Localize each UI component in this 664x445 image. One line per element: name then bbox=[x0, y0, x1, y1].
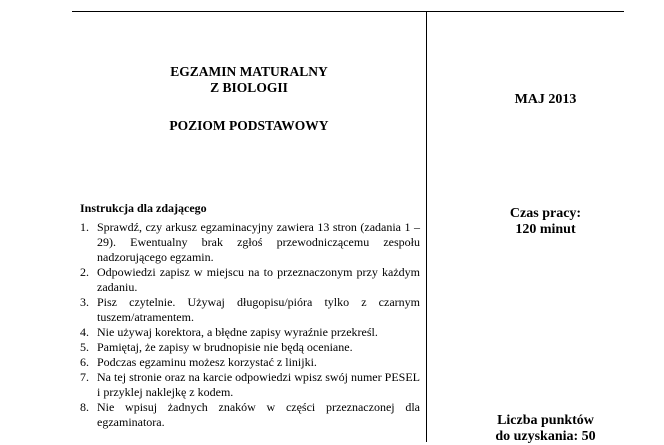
instructions-list bbox=[80, 220, 420, 430]
instruction-text: Sprawdź, czy arkusz egzaminacyjny zawiera 13 stron (zadania 1 – 29). Ewentualny brak zgłoś przewodniczącemu zespołu nadzorującego egzamin. bbox=[97, 220, 420, 264]
instruction-item bbox=[80, 295, 420, 325]
instruction-number: 4. bbox=[80, 325, 89, 339]
instruction-item bbox=[80, 220, 420, 265]
instruction-text: Podczas egzaminu możesz korzystać z linijki. bbox=[97, 355, 317, 369]
instruction-text: Na tej stronie oraz na karcie odpowiedzi wpisz swój numer PESEL i przyklej naklejkę z kodem. bbox=[97, 370, 420, 399]
instruction-text: Nie wpisuj żadnych znaków w części przeznaczonej dla egzaminatora. bbox=[97, 400, 420, 429]
instruction-number: 1. bbox=[80, 220, 89, 234]
instruction-item bbox=[80, 355, 420, 370]
instruction-number: 3. bbox=[80, 295, 89, 309]
exam-points bbox=[427, 413, 664, 445]
instruction-item bbox=[80, 400, 420, 430]
instruction-text: Odpowiedzi zapisz w miejscu na to przeznaczonym przy każdym zadaniu. bbox=[97, 265, 420, 294]
duration-value: 120 minut bbox=[515, 222, 576, 237]
instruction-item bbox=[80, 325, 420, 340]
exam-title: EGZAMIN MATURALNY bbox=[170, 64, 328, 79]
points-value: do uzyskania: 50 bbox=[495, 429, 596, 444]
instructions-heading: Instrukcja dla zdającego bbox=[80, 201, 207, 215]
exam-level: POZIOM PODSTAWOWY bbox=[169, 118, 329, 133]
exam-date: MAJ 2013 bbox=[514, 92, 577, 107]
top-rule bbox=[72, 11, 624, 12]
instruction-number: 2. bbox=[80, 265, 89, 279]
instruction-text: Nie używaj korektora, a błędne zapisy wyraźnie przekreśl. bbox=[97, 325, 378, 339]
instruction-text: Pamiętaj, że zapisy w brudnopisie nie będą oceniane. bbox=[97, 340, 353, 354]
duration-label: Czas pracy: bbox=[509, 206, 582, 221]
instruction-item bbox=[80, 370, 420, 400]
instruction-number: 6. bbox=[80, 355, 89, 369]
exam-subject: Z BIOLOGII bbox=[210, 80, 288, 95]
instruction-number: 8. bbox=[80, 400, 89, 414]
points-label: Liczba punktów bbox=[497, 413, 594, 428]
instruction-number: 5. bbox=[80, 340, 89, 354]
instruction-text: Pisz czytelnie. Używaj długopisu/pióra tylko z czarnym tuszem/atramentem. bbox=[97, 295, 420, 324]
exam-duration bbox=[427, 206, 664, 238]
instruction-item bbox=[80, 265, 420, 295]
instruction-item bbox=[80, 340, 420, 355]
instruction-number: 7. bbox=[80, 370, 89, 384]
